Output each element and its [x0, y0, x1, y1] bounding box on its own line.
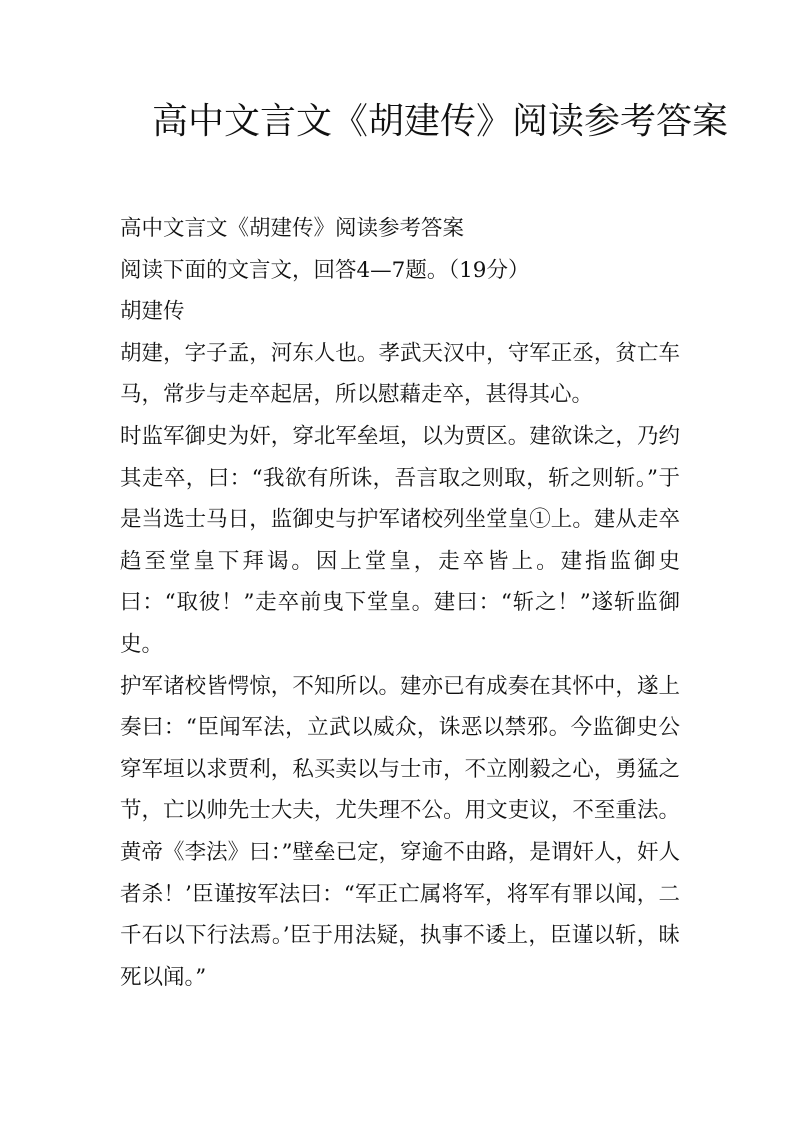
- passage-paragraph: 时监军御史为奸，穿北军垒垣，以为贾区。建欲诛之，乃约其走卒，曰：“我欲有所诛，吾言取之则取，斩之则斩。”于是当选士马日，监御史与护军诸校列坐堂皇①上。建从走卒趋至堂皇下拜谒。因上堂皇，走卒皆上。建指监御史曰：“取彼！”走卒前曳下堂皇。建曰：“斩之！”遂斩监御史。: [120, 423, 680, 657]
- passage-paragraph: 胡建，字子孟，河东人也。孝武天汉中，守军正丞，贫亡车马，常步与走卒起居，所以慰藉走卒，甚得其心。: [120, 340, 680, 408]
- document-title: 高中文言文《胡建传》阅读参考答案: [151, 101, 728, 142]
- document-body: [120, 208, 680, 998]
- passage-heading: 胡建传: [120, 299, 185, 325]
- instruction-line: 阅读下面的文言文，回答4—7题。（19分）: [120, 257, 530, 283]
- subtitle-line: 高中文言文《胡建传》阅读参考答案: [120, 216, 465, 241]
- passage-paragraph: 护军诸校皆愕惊，不知所以。建亦已有成奏在其怀中，遂上奏曰：“臣闻军法，立武以威众，诛恶以禁邪。今监御史公穿军垣以求贾利，私买卖以与士市，不立刚毅之心，勇猛之节，亡以帅先士大夫，尤失理不公。用文吏议，不至重法。黄帝《李法》曰：”壁垒已定，穿逾不由路，是谓奸人，奸人者杀！’臣谨按军法曰：“军正亡属将军，将军有罪以闻，二千石以下行法焉。’臣于用法疑，执事不诿上，臣谨以斩，昧死以闻。”: [120, 673, 680, 990]
